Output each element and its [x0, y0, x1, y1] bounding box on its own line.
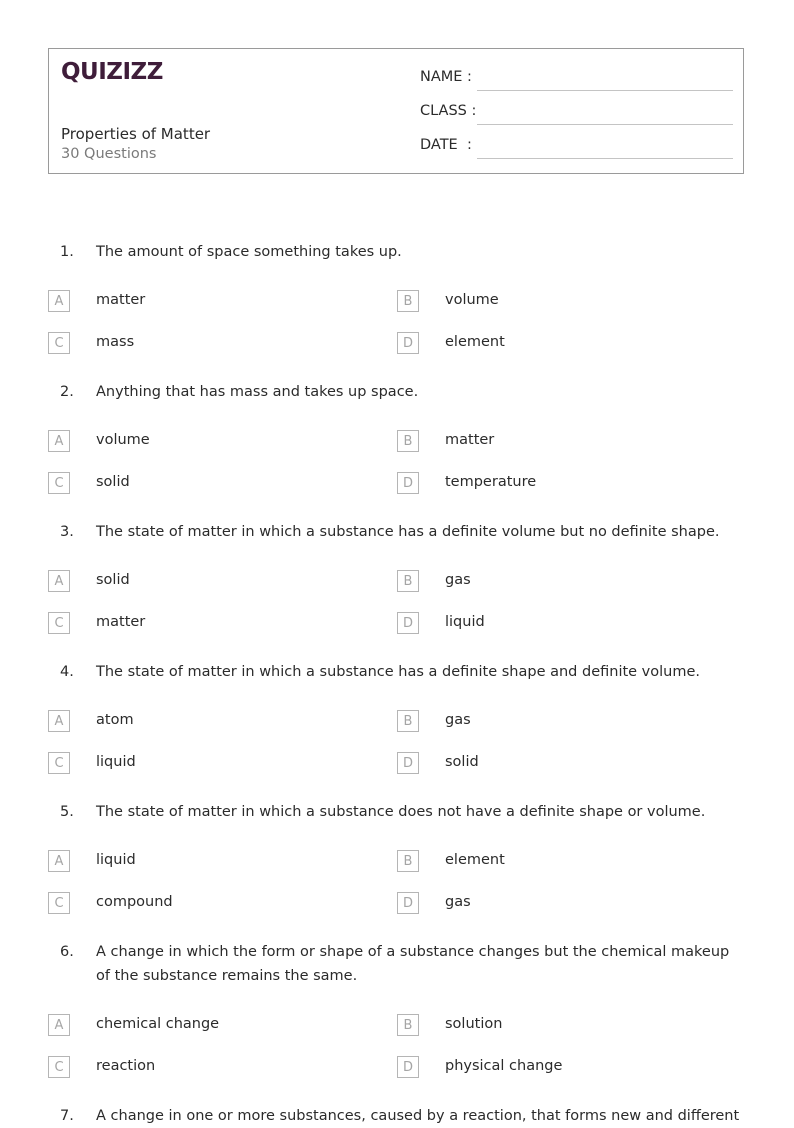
option-text: element	[445, 334, 505, 350]
option-text: atom	[96, 712, 134, 728]
option-letter-box[interactable]: D	[397, 332, 419, 354]
option-text: volume	[96, 432, 150, 448]
date-label: DATE :	[420, 137, 472, 153]
question-text: The state of matter in which a substance has a definite volume but no definite shape.	[96, 524, 720, 540]
option-text: temperature	[445, 474, 537, 490]
option-letter-box[interactable]: A	[48, 850, 70, 872]
option-text: element	[445, 852, 505, 868]
name-line[interactable]	[477, 90, 733, 91]
question-number: 2.	[60, 384, 74, 400]
class-line[interactable]	[477, 124, 733, 125]
option-letter-box[interactable]: D	[397, 752, 419, 774]
question-text: The state of matter in which a substance does not have a definite shape or volume.	[96, 804, 706, 820]
option-text: liquid	[96, 852, 136, 868]
option-letter-box[interactable]: D	[397, 612, 419, 634]
option-text: solid	[445, 754, 479, 770]
question-number: 5.	[60, 804, 74, 820]
date-line[interactable]	[477, 158, 733, 159]
worksheet-header	[48, 48, 744, 174]
option-letter-box[interactable]: C	[48, 332, 70, 354]
option-text: compound	[96, 894, 173, 910]
question-text: The amount of space something takes up.	[96, 244, 402, 260]
option-text: solid	[96, 572, 130, 588]
option-letter-box[interactable]: A	[48, 1014, 70, 1036]
option-letter-box[interactable]: B	[397, 290, 419, 312]
question-number: 6.	[60, 944, 74, 960]
question-number: 7.	[60, 1108, 74, 1124]
option-text: reaction	[96, 1058, 156, 1074]
option-text: solution	[445, 1016, 503, 1032]
option-letter-box[interactable]: B	[397, 430, 419, 452]
name-field[interactable]	[420, 69, 733, 91]
option-text: liquid	[445, 614, 485, 630]
question-text: The state of matter in which a substance has a definite shape and definite volume.	[96, 664, 701, 680]
question-number: 1.	[60, 244, 74, 260]
option-text: matter	[445, 432, 495, 448]
question-count: 30 Questions	[61, 146, 157, 162]
option-letter-box[interactable]: B	[397, 570, 419, 592]
option-text: mass	[96, 334, 135, 350]
option-letter-box[interactable]: C	[48, 472, 70, 494]
option-text: matter	[96, 292, 146, 308]
quizizz-logo: QUIZIZZ	[61, 59, 163, 85]
option-text: gas	[445, 572, 471, 588]
option-letter-box[interactable]: B	[397, 1014, 419, 1036]
option-letter-box[interactable]: D	[397, 472, 419, 494]
class-label: CLASS :	[420, 103, 477, 119]
name-label: NAME :	[420, 69, 472, 85]
question-text: Anything that has mass and takes up space.	[96, 384, 419, 400]
option-letter-box[interactable]: A	[48, 710, 70, 732]
option-text: volume	[445, 292, 499, 308]
question-number: 4.	[60, 664, 74, 680]
option-letter-box[interactable]: C	[48, 612, 70, 634]
question-text: A change in one or more substances, caused by a reaction, that forms new and different	[96, 1108, 740, 1124]
option-letter-box[interactable]: A	[48, 430, 70, 452]
option-text: matter	[96, 614, 146, 630]
option-letter-box[interactable]: A	[48, 570, 70, 592]
option-text: solid	[96, 474, 130, 490]
option-text: physical change	[445, 1058, 563, 1074]
option-letter-box[interactable]: D	[397, 892, 419, 914]
option-letter-box[interactable]: C	[48, 892, 70, 914]
option-text: liquid	[96, 754, 136, 770]
option-text: chemical change	[96, 1016, 220, 1032]
question-text: A change in which the form or shape of a substance changes but the chemical makeup of the substance remains the same.	[96, 944, 730, 984]
option-letter-box[interactable]: C	[48, 1056, 70, 1078]
option-text: gas	[445, 894, 471, 910]
class-field[interactable]	[420, 103, 733, 125]
option-text: gas	[445, 712, 471, 728]
worksheet-title: Properties of Matter	[61, 125, 211, 143]
option-letter-box[interactable]: B	[397, 850, 419, 872]
question-number: 3.	[60, 524, 74, 540]
option-letter-box[interactable]: A	[48, 290, 70, 312]
option-letter-box[interactable]: C	[48, 752, 70, 774]
option-letter-box[interactable]: B	[397, 710, 419, 732]
option-letter-box[interactable]: D	[397, 1056, 419, 1078]
date-field[interactable]	[420, 137, 733, 159]
